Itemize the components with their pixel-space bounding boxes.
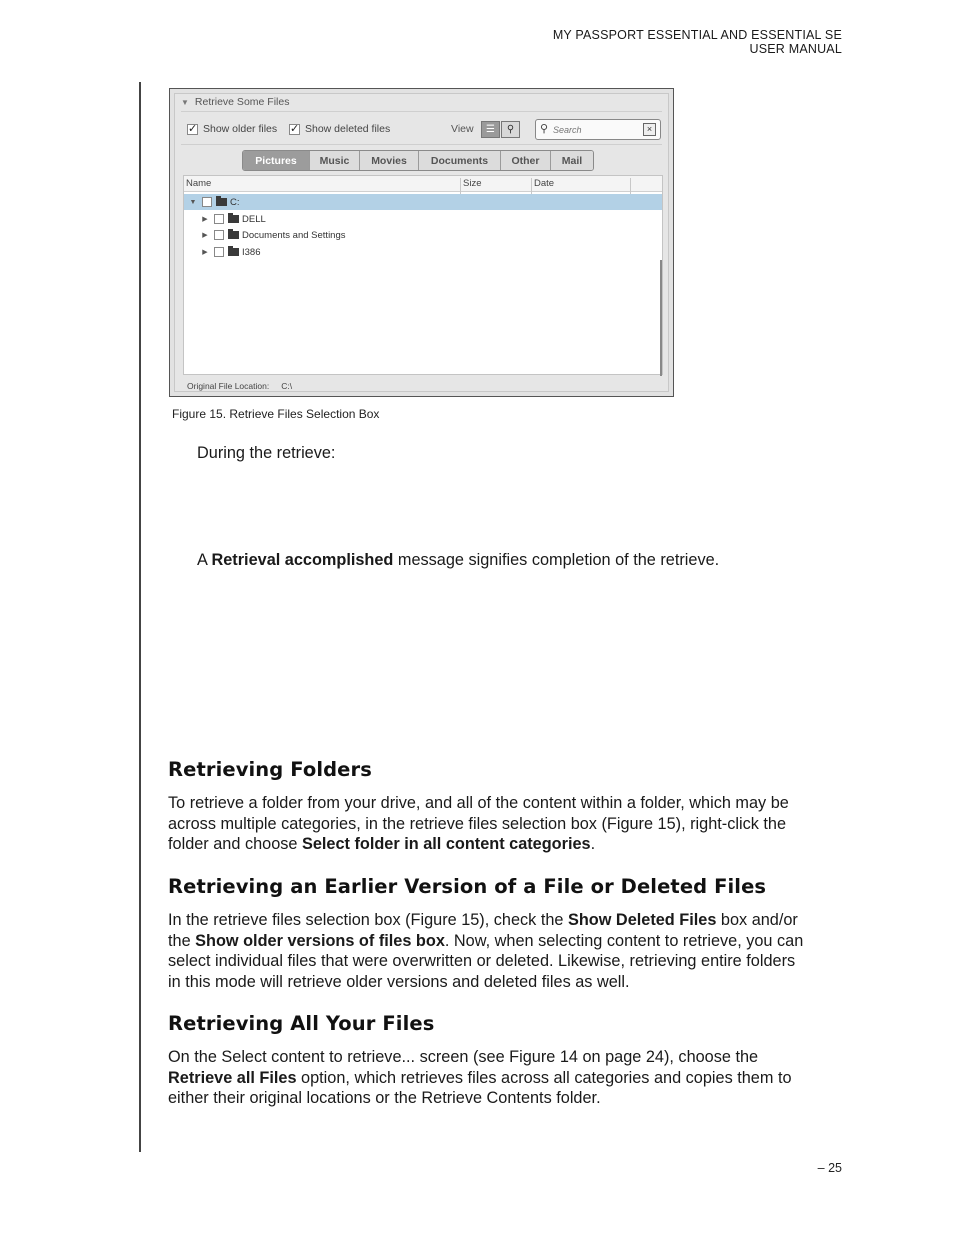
show-deleted-checkbox[interactable] bbox=[289, 124, 300, 135]
show-deleted-option[interactable] bbox=[289, 123, 390, 135]
column-header bbox=[184, 176, 662, 192]
column-size[interactable]: Size bbox=[463, 178, 482, 189]
tree-row-documents-and-settings[interactable] bbox=[184, 227, 662, 243]
tree-row-label: Documents and Settings bbox=[242, 229, 346, 241]
panel-title[interactable] bbox=[181, 96, 289, 108]
body-line bbox=[168, 910, 848, 931]
text-fragment: . Now, when selecting content to retrieve, you can bbox=[444, 931, 804, 950]
column-name[interactable]: Name bbox=[186, 178, 212, 189]
section-heading: Retrieving Folders bbox=[168, 758, 372, 781]
panel-title-text: Retrieve Some Files bbox=[194, 96, 290, 108]
tree-row-dell[interactable] bbox=[184, 211, 662, 227]
text-fragment: In the retrieve files selection box (Figure 15), check the bbox=[168, 911, 568, 929]
view-label: View bbox=[451, 123, 474, 135]
folder-icon bbox=[228, 231, 239, 239]
section-body bbox=[168, 1047, 848, 1109]
show-older-checkbox[interactable] bbox=[187, 124, 198, 135]
bold-term: Show older versions of files box bbox=[195, 931, 445, 950]
tree-row-label: C: bbox=[230, 196, 240, 208]
divider bbox=[181, 144, 662, 145]
column-divider[interactable] bbox=[460, 178, 461, 194]
body-line: across multiple categories, in the retrieve files selection box (Figure 15), right-click the bbox=[168, 814, 787, 833]
page-number: – 25 bbox=[817, 1161, 842, 1175]
column-divider[interactable] bbox=[531, 178, 532, 194]
tab-movies[interactable]: Movies bbox=[359, 151, 418, 170]
text-fragment: folder and choose bbox=[168, 835, 302, 853]
tab-other[interactable]: Other bbox=[500, 151, 550, 170]
running-header bbox=[553, 28, 842, 56]
tab-mail[interactable]: Mail bbox=[550, 151, 593, 170]
category-tabs bbox=[242, 150, 594, 171]
folder-icon bbox=[216, 198, 227, 206]
tab-pictures[interactable]: Pictures bbox=[243, 151, 309, 170]
body-line: On the Select content to retrieve... screen (see Figure 14 on page 24), choose the bbox=[168, 1048, 759, 1066]
header-line-2: USER MANUAL bbox=[749, 42, 842, 56]
row-checkbox[interactable] bbox=[214, 247, 224, 257]
show-older-label: Show older files bbox=[203, 123, 278, 135]
figure-caption: Figure 15. Retrieve Files Selection Box bbox=[172, 407, 380, 421]
section-body bbox=[168, 910, 848, 992]
section-heading: Retrieving All Your Files bbox=[168, 1012, 435, 1035]
search-icon: ⚲ bbox=[540, 122, 549, 135]
search-input[interactable] bbox=[553, 123, 637, 136]
text-fragment: A bbox=[197, 551, 212, 569]
bold-term: Retrieval accomplished bbox=[211, 551, 394, 569]
body-line bbox=[168, 931, 848, 952]
location-value: C:\ bbox=[281, 380, 293, 391]
location-label: Original File Location: bbox=[187, 380, 270, 391]
magnifier-icon: ⚲ bbox=[506, 124, 515, 135]
row-checkbox[interactable] bbox=[202, 197, 212, 207]
text-fragment: box and/or bbox=[716, 911, 798, 929]
bold-term: Retrieve all Files bbox=[168, 1068, 297, 1087]
clear-search-icon[interactable]: × bbox=[643, 123, 656, 136]
retrieval-accomplished-text bbox=[197, 550, 719, 571]
section-heading: Retrieving an Earlier Version of a File or Deleted Files bbox=[168, 875, 767, 898]
column-divider[interactable] bbox=[630, 178, 631, 194]
column-date[interactable]: Date bbox=[534, 178, 555, 189]
show-older-option[interactable] bbox=[187, 123, 277, 135]
body-line: either their original locations or the Retrieve Contents folder. bbox=[168, 1089, 601, 1107]
collapse-arrow-icon[interactable]: ▼ bbox=[189, 198, 197, 206]
body-line: To retrieve a folder from your drive, and all of the content within a folder, which may be bbox=[168, 794, 789, 812]
folder-icon bbox=[228, 248, 239, 256]
body-line: in this mode will retrieve older versions and deleted files as well. bbox=[168, 972, 630, 991]
body-line bbox=[168, 834, 848, 855]
tree-row-c-drive[interactable] bbox=[184, 194, 662, 210]
expand-arrow-icon[interactable]: ▶ bbox=[202, 249, 208, 256]
bold-term: Select folder in all content categories bbox=[301, 835, 591, 853]
margin-rule bbox=[139, 82, 141, 1152]
retrieve-files-figure bbox=[169, 88, 674, 397]
text-fragment: message signifies completion of the retrieve. bbox=[393, 551, 720, 569]
tab-documents[interactable]: Documents bbox=[418, 151, 500, 170]
tree-row-i386[interactable] bbox=[184, 244, 662, 260]
list-view-icon: ☰ bbox=[486, 124, 495, 135]
bold-term: Show Deleted Files bbox=[568, 911, 717, 929]
show-deleted-label: Show deleted files bbox=[305, 123, 391, 135]
tab-music[interactable]: Music bbox=[309, 151, 359, 170]
expand-arrow-icon[interactable]: ▶ bbox=[202, 232, 208, 239]
body-line bbox=[168, 1068, 848, 1089]
scrollbar[interactable] bbox=[660, 260, 662, 376]
text-fragment: . bbox=[590, 835, 596, 853]
retrieve-panel bbox=[174, 93, 669, 392]
text-fragment: the bbox=[168, 931, 196, 950]
search-view-button[interactable] bbox=[501, 121, 520, 138]
list-view-button[interactable] bbox=[481, 121, 500, 138]
file-tree bbox=[183, 175, 663, 375]
divider bbox=[181, 111, 662, 112]
tree-row-label: I386 bbox=[242, 246, 261, 258]
during-retrieve-text: During the retrieve: bbox=[197, 444, 336, 462]
text-fragment: option, which retrieves files across all categories and copies them to bbox=[296, 1068, 792, 1087]
expand-arrow-icon[interactable]: ▶ bbox=[202, 216, 208, 223]
section-body bbox=[168, 793, 848, 855]
collapse-triangle-icon[interactable]: ▼ bbox=[181, 98, 189, 107]
search-box[interactable] bbox=[535, 119, 661, 140]
tree-row-label: DELL bbox=[242, 213, 266, 225]
folder-icon bbox=[228, 215, 239, 223]
header-line-1: MY PASSPORT ESSENTIAL AND ESSENTIAL SE bbox=[552, 28, 842, 42]
row-checkbox[interactable] bbox=[214, 230, 224, 240]
body-line: select individual files that were overwritten or deleted. Likewise, retrieving entire folders bbox=[168, 952, 796, 970]
row-checkbox[interactable] bbox=[214, 214, 224, 224]
location-bar bbox=[183, 378, 663, 393]
